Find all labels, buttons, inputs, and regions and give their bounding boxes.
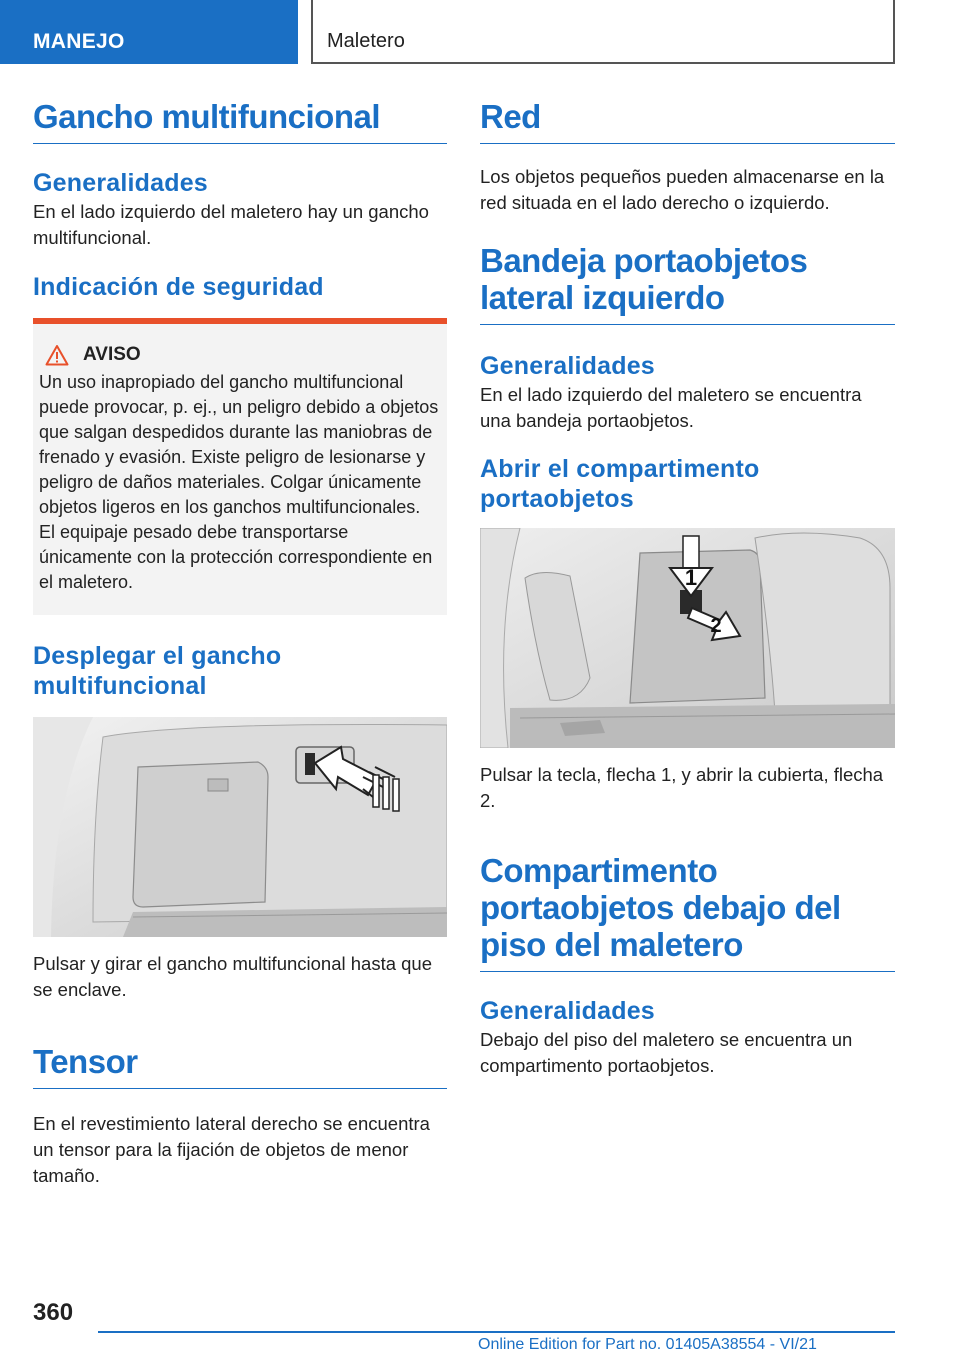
section-title-tray: Bandeja portaobjetos lateral izquierdo xyxy=(480,242,895,325)
section-title-gancho: Gancho multifuncional xyxy=(33,98,447,144)
deploy-text: Pulsar y girar el gancho multifuncional hasta que se enclave. xyxy=(33,953,433,1000)
hook-photo-image xyxy=(33,717,447,937)
open-text: Pulsar la tecla, flecha 1, y abrir la cubierta, flecha 2. xyxy=(480,764,884,811)
general-text: En el lado izquierdo del maletero hay un gancho multifuncional. xyxy=(33,201,429,248)
warning-box xyxy=(33,318,447,615)
tray-general-text: En el lado izquierdo del maletero se encuentra una bandeja portaobjetos. xyxy=(480,384,862,431)
tray-photo-image xyxy=(480,528,895,748)
section-title-red: Red xyxy=(480,98,895,144)
tensor-text: En el revestimiento lateral derecho se encuentra un tensor para la fijación de objetos de menor tamaño. xyxy=(33,1113,430,1186)
heading-tray-generalidades: Generalidades xyxy=(480,352,655,380)
heading-safety: Indicación de seguridad xyxy=(33,273,324,301)
section-title-under-floor: Compartimento portaobjetos debajo del piso del maletero xyxy=(480,852,895,972)
warning-text: Un uso inapropiado del gancho multifuncional puede provocar, p. ej., un peligro debido a objetos que salgan despedidos durante las maniobras de frenado y evasión. Existe peligro de lesionarse y peligro de daños materiales. Colgar únicamente objetos ligeros en los ganchos multifuncionales. El equipaje pesado debe transportarse únicamente con la protección correspondiente en el maletero. xyxy=(39,372,439,592)
arrow-label-1: 1 xyxy=(684,565,698,590)
section-title-tensor: Tensor xyxy=(33,1043,447,1089)
arrow-label-2: 2 xyxy=(710,615,722,637)
chapter-header xyxy=(311,0,895,64)
warning-triangle-icon xyxy=(45,344,69,366)
warning-header xyxy=(39,344,439,366)
chapter-label: Maletero xyxy=(327,30,405,52)
heading-open-compartment: Abrir el compartimento portaobjetos xyxy=(480,455,760,513)
warning-label: AVISO xyxy=(83,344,141,365)
left-column xyxy=(33,98,447,1189)
net-text: Los objetos pequeños pueden almacenarse en la red situada en el lado derecho o izquierdo. xyxy=(480,166,885,213)
footer-rule xyxy=(98,1331,895,1333)
section-label: MANEJO xyxy=(33,30,125,53)
under-general-text: Debajo del piso del maletero se encuentra un compartimento portaobjetos. xyxy=(480,1029,853,1076)
heading-under-generalidades: Generalidades xyxy=(480,997,655,1025)
heading-deploy: Desplegar el gancho multifuncional xyxy=(33,642,282,700)
footer-edition: Online Edition for Part no. 01405A38554 - VI/21 xyxy=(478,1336,817,1353)
section-tab[interactable] xyxy=(0,0,298,64)
heading-generalidades: Generalidades xyxy=(33,169,208,197)
right-column xyxy=(480,98,895,1079)
page-number: 360 xyxy=(33,1299,74,1326)
